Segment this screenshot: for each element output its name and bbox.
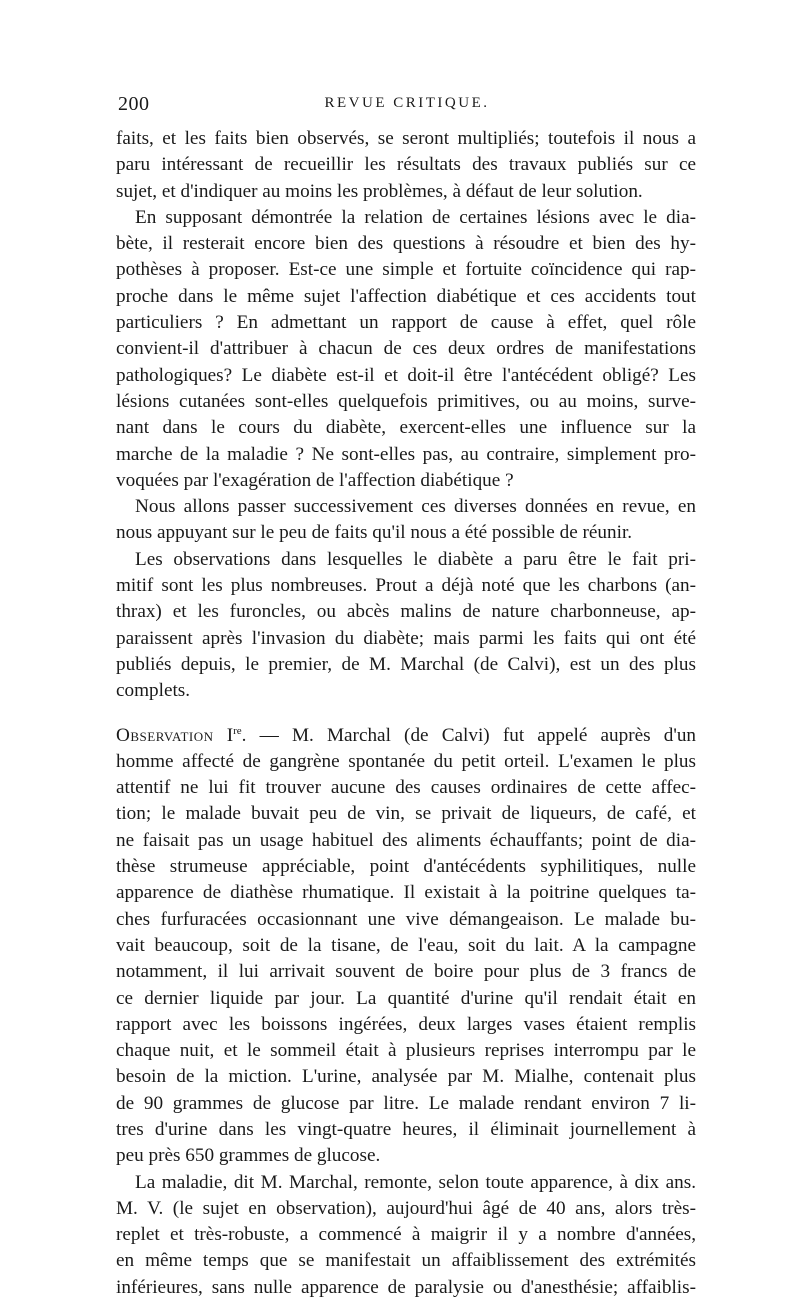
text-line: paraissent après l'invasion du diabète; mais parmi les faits qui ont été — [116, 627, 696, 649]
section-gap — [116, 705, 696, 723]
observation-label: Observation — [116, 724, 214, 746]
paragraph-2 — [116, 205, 696, 494]
text-line: rapport avec les boissons ingérées, deux larges vases étaient remplis — [116, 1013, 696, 1035]
text-line: chaque nuit, et le sommeil était à plusieurs reprises interrompu par le — [116, 1040, 696, 1062]
observation-heading-line — [116, 723, 696, 749]
text-line: de 90 grammes de glucose par litre. Le malade rendant environ 7 li- — [116, 1092, 696, 1114]
text-line: nant dans le cours du diabète, exercent-elles une influence sur la — [116, 417, 696, 439]
page-number: 200 — [118, 93, 150, 115]
text-line: Nous allons passer successivement ces diverses données en revue, en — [135, 496, 696, 518]
text-line: thrax) et les furoncles, ou abcès malins de nature charbonneuse, ap- — [116, 601, 696, 623]
paragraph-1 — [116, 126, 696, 205]
text-line: voquées par l'exagération de l'affection diabétique ? — [116, 469, 514, 491]
running-header — [118, 93, 696, 119]
text-line: La maladie, dit M. Marchal, remonte, selon toute apparence, à dix ans. — [135, 1171, 696, 1193]
observation-1 — [116, 723, 696, 1170]
text-line: tion; le malade buvait peu de vin, se privait de liqueurs, de café, et — [116, 803, 696, 825]
text-line: particuliers ? En admettant un rapport de cause à effet, quel rôle — [116, 312, 696, 334]
text-line: vait beaucoup, soit de la tisane, de l'eau, soit du lait. A la campagne — [116, 934, 696, 956]
text-line: pothèses à proposer. Est-ce une simple et fortuite coïncidence qui rap- — [116, 259, 696, 281]
observation-numeral-sup: re — [233, 724, 242, 737]
text-line: bète, il resterait encore bien des questions à résoudre et bien des hy- — [116, 233, 696, 255]
text-line: tres d'urine dans les vingt-quatre heures, il éliminait journellement à — [116, 1118, 696, 1140]
text-line: faits, et les faits bien observés, se seront multipliés; toutefois il nous a — [116, 128, 696, 149]
paragraph-3 — [116, 494, 696, 547]
text-line: convient-il d'attribuer à chacun de ces deux ordres de manifestations — [116, 338, 696, 360]
text-line: notamment, il lui arrivait souvent de boire pour plus de 3 francs de — [116, 961, 696, 983]
text-line: paru intéressant de recueillir les résultats des travaux publiés sur ce — [116, 154, 696, 176]
text-line: marche de la maladie ? Ne sont-elles pas, au contraire, simplement pro- — [116, 443, 696, 465]
text-line: peu près 650 grammes de glucose. — [116, 1145, 381, 1167]
text-line: pathologiques? Le diabète est-il et doit-il être l'antécédent obligé? Les — [116, 364, 696, 386]
text-line: homme affecté de gangrène spontanée du petit orteil. L'examen le plus — [116, 750, 696, 772]
observation-numeral: I — [226, 724, 234, 746]
text-line: apparence de diathèse rhumatique. Il existait à la poitrine quelques ta- — [116, 882, 696, 904]
text-line: thèse strumeuse appréciable, point d'antécédents syphilitiques, nulle — [116, 856, 696, 878]
text-body — [116, 126, 696, 1301]
text-line: besoin de la miction. L'urine, analysée par M. Mialhe, contenait plus — [116, 1066, 696, 1088]
text-line: mitif sont les plus nombreuses. Prout a déjà noté que les charbons (an- — [116, 575, 696, 597]
text-line: Les observations dans lesquelles le diabète a paru être le fait pri- — [135, 548, 696, 570]
text-line: ne faisait pas un usage habituel des aliments échauffants; point de dia- — [116, 829, 696, 851]
text-line: lésions cutanées sont-elles quelquefois primitives, ou au moins, surve- — [116, 390, 696, 412]
running-title: REVUE CRITIQUE. — [324, 95, 490, 111]
text-line: nous appuyant sur le peu de faits qu'il nous a été possible de réunir. — [116, 522, 633, 544]
text-line: ches furfuracées occasionnant une vive démangeaison. Le malade bu- — [116, 908, 696, 930]
paragraph-4 — [116, 547, 696, 705]
text-line: ce dernier liquide par jour. La quantité d'urine qu'il rendait était en — [116, 987, 696, 1009]
text-line: inférieures, sans nulle apparence de paralysie ou d'anesthésie; affaiblis- — [116, 1276, 696, 1298]
text-line: publiés depuis, le premier, de M. Marchal (de Calvi), est un des plus — [116, 653, 696, 675]
text-line: attentif ne lui fit trouver aucune des causes ordinaires de cette affec- — [116, 777, 696, 799]
text-line: replet et très-robuste, a commencé à maigrir il y a nombre d'années, — [116, 1224, 696, 1246]
text-line: complets. — [116, 680, 191, 702]
text-line: en même temps que se manifestait un affaiblissement des extrémités — [116, 1250, 696, 1272]
text-line: M. V. (le sujet en observation), aujourd'hui âgé de 40 ans, alors très- — [116, 1197, 696, 1219]
observation-continuation — [116, 1170, 696, 1301]
observation-first-line: . — M. Marchal (de Calvi) fut appelé auprès d'un — [241, 724, 697, 746]
text-line: proche dans le même sujet l'affection diabétique et ces accidents tout — [116, 285, 696, 307]
text-line: En supposant démontrée la relation de certaines lésions avec le dia- — [135, 206, 696, 228]
text-line: sujet, et d'indiquer au moins les problèmes, à défaut de leur solution. — [116, 180, 643, 202]
